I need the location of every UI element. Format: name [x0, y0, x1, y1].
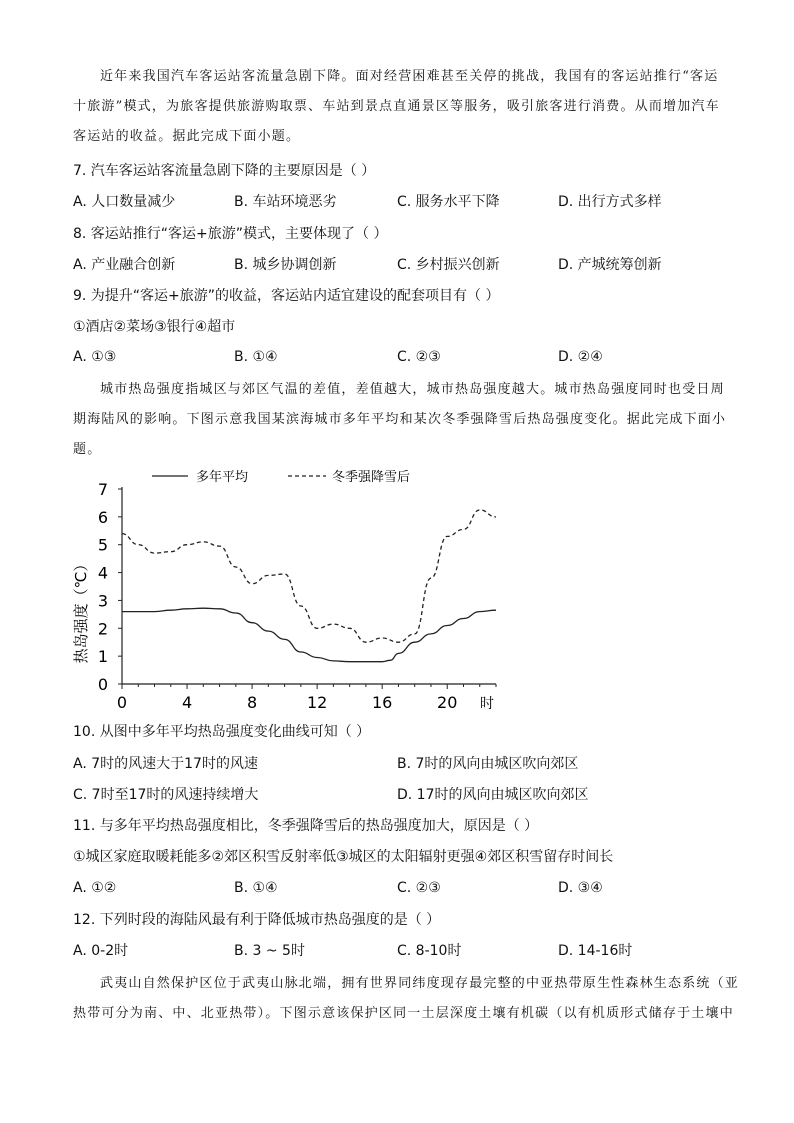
question-12-option-a[interactable]: A. 0-2时	[73, 943, 129, 959]
question-7-option-b[interactable]: B. 车站环境恶劣	[234, 194, 337, 210]
question-12-option-c[interactable]: C. 8-10时	[397, 943, 462, 959]
y-axis-label: 热岛强度（℃）	[72, 556, 90, 664]
question-8-stem: 8. 客运站推行“客运+旅游”模式，主要体现了（ ）	[73, 226, 388, 242]
x-tick-label: 8	[246, 693, 258, 712]
question-12-option-b[interactable]: B. 3 ~ 5时	[234, 943, 305, 959]
question-10-option-d[interactable]: D. 17时的风向由城区吹向郊区	[397, 787, 589, 803]
chart-axes	[98, 480, 496, 712]
x-tick-label: 16	[371, 693, 393, 712]
question-9-option-a[interactable]: A. ①③	[73, 349, 117, 365]
question-12-stem: 12. 下列时段的海陆风最有利于降低城市热岛强度的是（ ）	[73, 912, 441, 928]
y-tick-label: 6	[97, 507, 108, 527]
question-9-stem: 9. 为提升“客运+旅游”的收益，客运站内适宜建设的配套项目有（ ）	[73, 288, 500, 304]
question-10-option-c[interactable]: C. 7时至17时的风速持续增大	[73, 787, 259, 803]
question-11-stem: 11. 与多年平均热岛强度相比，冬季强降雪后的热岛强度加大，原因是（ ）	[73, 818, 539, 834]
y-tick-label: 4	[97, 563, 108, 583]
question-7-option-a[interactable]: A. 人口数量减少	[73, 194, 176, 210]
passage-3-line-1: 武夷山自然保护区位于武夷山脉北端，拥有世界同纬度现存最完整的中亚热带原生性森林生态系统（亚	[100, 976, 740, 991]
x-tick-label: 4	[181, 693, 193, 712]
question-8-option-b[interactable]: B. 城乡协调创新	[234, 257, 337, 273]
passage-1-line-1: 近年来我国汽车客运站客流量急剧下降。面对经营困难甚至关停的挑战，我国有的客运站推行“客运	[100, 69, 719, 84]
question-10-stem: 10. 从图中多年平均热岛强度变化曲线可知（ ）	[73, 724, 371, 740]
question-7-option-d[interactable]: D. 出行方式多样	[558, 194, 662, 210]
passage-2-line-2: 期海陆风的影响。下图示意我国某滨海城市多年平均和某次冬季强降雪后热岛强度变化。据此完成下面小	[73, 412, 727, 427]
passage-1-line-2: 十旅游”模式，为旅客提供旅游购取票、车站到景点直通景区等服务，吸引旅客进行消费。从而增加汽车	[73, 99, 720, 114]
question-11-option-b[interactable]: B. ①④	[234, 880, 278, 896]
y-tick-label: 7	[97, 480, 108, 499]
x-tick-label: 12	[306, 693, 328, 712]
question-9-option-d[interactable]: D. ②④	[558, 349, 603, 365]
passage-2-line-1: 城市热岛强度指城区与郊区气温的差值，差值越大，城市热岛强度越大。城市热岛强度同时也受日周	[100, 382, 725, 397]
x-tick-label: 0	[116, 693, 128, 712]
question-7-stem: 7. 汽车客运站客流量急剧下降的主要原因是（ ）	[73, 163, 376, 179]
legend-label-winter-snow: 冬季强降雪后	[332, 470, 411, 485]
question-9-option-c[interactable]: C. ②③	[397, 349, 441, 365]
y-tick-label: 1	[97, 647, 108, 667]
question-11-option-a[interactable]: A. ①②	[73, 880, 117, 896]
passage-3-line-2: 热带可分为南、中、北亚热带）。下图示意该保护区同一土层深度土壤有机碳（以有机质形式储存于土壤中	[73, 1006, 734, 1021]
x-tick-label: 20	[437, 693, 458, 712]
question-10-option-a[interactable]: A. 7时的风速大于17时的风速	[73, 756, 258, 772]
y-tick-label: 2	[97, 619, 108, 639]
series-line-winter-snow	[122, 510, 496, 642]
chart-series	[122, 510, 496, 662]
x-axis-unit-label: 时	[480, 696, 494, 712]
question-9-option-b[interactable]: B. ①④	[234, 349, 278, 365]
y-tick-label: 0	[97, 675, 108, 694]
question-11-option-d[interactable]: D. ③④	[558, 880, 603, 896]
y-tick-label: 5	[97, 535, 108, 555]
question-9-items: ①酒店②菜场③银行④超市	[73, 319, 236, 335]
y-tick-label: 3	[97, 591, 108, 611]
question-8-option-c[interactable]: C. 乡村振兴创新	[397, 257, 500, 273]
question-10-option-b[interactable]: B. 7时的风向由城区吹向郊区	[397, 756, 579, 772]
passage-1-line-3: 客运站的收益。据此完成下面小题。	[73, 129, 301, 144]
question-8-option-d[interactable]: D. 产城统筹创新	[558, 257, 662, 273]
question-7-option-c[interactable]: C. 服务水平下降	[397, 194, 500, 210]
question-11-items: ①城区家庭取暖耗能多②郊区积雪反射率低③城区的太阳辐射更强④郊区积雪留存时间长	[73, 849, 614, 865]
question-12-option-d[interactable]: D. 14-16时	[558, 943, 633, 959]
chart-legend	[152, 469, 410, 485]
heat-island-chart	[60, 462, 560, 712]
passage-2-line-3: 题。	[73, 442, 102, 457]
question-11-option-c[interactable]: C. ②③	[397, 880, 441, 896]
question-8-option-a[interactable]: A. 产业融合创新	[73, 257, 176, 273]
legend-label-annual-average: 多年平均	[196, 470, 249, 485]
